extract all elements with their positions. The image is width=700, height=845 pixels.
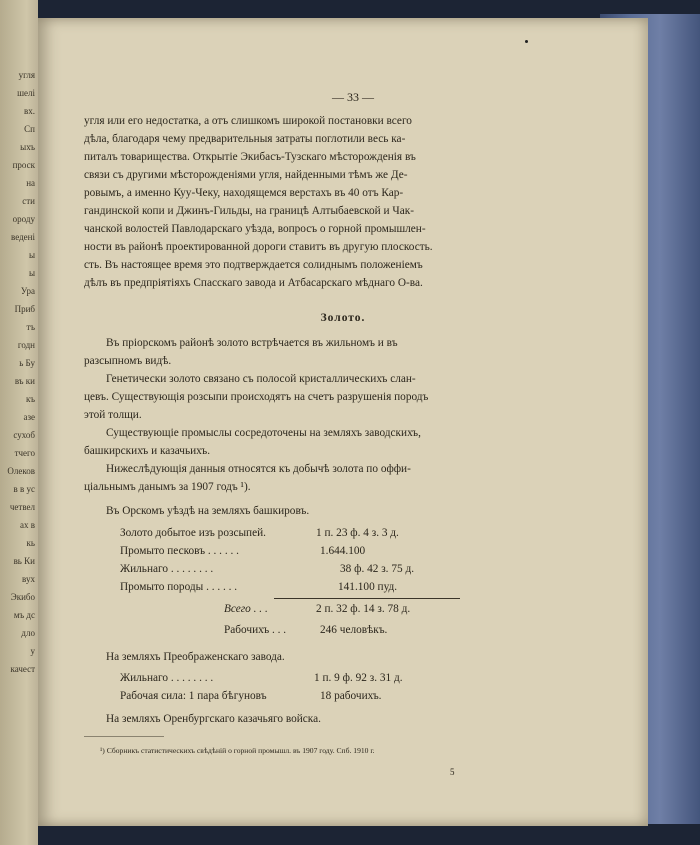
- previous-page-fragment: Олеков: [7, 466, 35, 476]
- text-line: ціальнымъ данымъ за 1907 годъ ¹).: [84, 481, 251, 493]
- previous-page-fragment: въ ки: [14, 376, 35, 386]
- table-row-label: Промыто породы . . . . . .: [120, 581, 238, 593]
- previous-page-fragment: ы: [28, 250, 35, 260]
- previous-page-fragment: тъ: [26, 322, 35, 332]
- previous-page-fragment: Ура: [20, 286, 35, 296]
- text-line: гандинской копи и Джинъ-Гильды, на границѣ Алтыбаевской и Чак-: [84, 205, 415, 217]
- text-line: сть. Въ настоящее время это подтверждается солиднымъ положеніемъ: [84, 259, 423, 271]
- previous-page-fragment: ороду: [12, 214, 35, 224]
- ink-speck: [525, 40, 528, 43]
- previous-page-fragment: Приб: [14, 304, 35, 314]
- previous-page-fragment: проск: [12, 160, 35, 170]
- previous-page-fragment: дло: [21, 628, 35, 638]
- table-row-label: Золото добытое изъ розсыпей.: [120, 527, 266, 539]
- section-heading: Золото.: [320, 312, 366, 324]
- text-line: дѣла, благодаря чему предварительныя затраты поглотили весь ка-: [84, 133, 406, 145]
- text-line: чанской волостей Павлодарскаго уѣзда, вопросъ о горной промышлен-: [84, 223, 426, 235]
- sum-rule: [274, 598, 460, 599]
- text-line: башкирскихъ и казачьихъ.: [84, 445, 211, 457]
- table-row-label: Жильнаго . . . . . . . .: [120, 672, 214, 684]
- text-line: связи съ другими мѣсторожденіями угля, найденными тѣмъ же Де-: [84, 169, 408, 181]
- previous-page-fragment: сти: [22, 196, 35, 206]
- text-line: угля или его недостатка, а отъ слишкомъ широкой постановки всего: [84, 115, 412, 127]
- text-line: ности въ районѣ проектированной дороги ставитъ въ другую плоскость.: [84, 241, 433, 253]
- table-row-value: 38 ф. 42 з. 75 д.: [340, 563, 415, 575]
- previous-page-fragment: сухоб: [13, 430, 35, 440]
- previous-page-fragment: вх.: [24, 106, 35, 116]
- previous-page-fragment: угля: [18, 70, 35, 80]
- text-line: питалъ товарищества. Открытіе Экибасъ-Тузскаго мѣсторожденія въ: [84, 151, 416, 163]
- previous-page-fragment: на: [26, 178, 35, 188]
- previous-page-fragment: мъ дс: [13, 610, 35, 620]
- table-title: Въ Орскомъ уѣздѣ на земляхъ башкировъ.: [106, 505, 310, 517]
- text-line: Въ пріорскомъ районѣ золото встрѣчается въ жильномъ и въ: [106, 337, 398, 349]
- printer-signature: 5: [450, 767, 455, 777]
- previous-page-fragment: ь Бу: [19, 358, 35, 368]
- previous-page-fragment: Экибо: [10, 592, 35, 602]
- text-line: этой толщи.: [84, 409, 142, 421]
- previous-page-fragment: у: [30, 646, 35, 656]
- previous-page-fragment: ыхъ: [20, 142, 35, 152]
- previous-page-fragment: ах в: [20, 520, 35, 530]
- table-row-value: 18 рабочихъ.: [320, 690, 382, 702]
- text-line: дѣлъ въ предпріятіяхъ Спасскаго завода и Атбасарскаго мѣднаго О-ва.: [84, 277, 423, 289]
- text-line: Нижеслѣдующія данныя относятся къ добычѣ золота по оффи-: [106, 463, 411, 475]
- table-title: На земляхъ Преображенскаго завода.: [106, 651, 285, 663]
- text-line: цевъ. Существующія розсыпи происходятъ на счетъ разрушенія породъ: [84, 391, 429, 403]
- previous-page-fragment: кь: [26, 538, 35, 548]
- table-row-label: Рабочая сила: 1 пара бѣгуновъ: [120, 690, 267, 702]
- previous-page-fragment: ведені: [11, 232, 35, 242]
- previous-page-fragment: в в ус: [13, 484, 35, 494]
- previous-page-fragment: годн: [17, 340, 35, 350]
- previous-page-fragment: шелі: [17, 88, 35, 98]
- previous-page-fragment: Сп: [24, 124, 35, 134]
- previous-page-fragment: ы: [28, 268, 35, 278]
- table-row-value: 141.100 пуд.: [338, 581, 398, 593]
- previous-page-fragment: качест: [10, 664, 35, 674]
- table-row-value: 1 п. 23 ф. 4 з. 3 д.: [316, 527, 399, 539]
- footnote-rule: [84, 736, 164, 737]
- text-line: Генетически золото связано съ полосой кристаллическихъ слан-: [106, 373, 416, 385]
- previous-page-fragment: къ: [25, 394, 35, 404]
- table-row-label: Жильнаго . . . . . . . .: [120, 563, 214, 575]
- previous-page-fragment: азе: [23, 412, 35, 422]
- previous-page-fragment: четвел: [9, 502, 35, 512]
- table-row-value: 1 п. 9 ф. 92 з. 31 д.: [314, 672, 403, 684]
- table-row-label: Промыто песковъ . . . . . .: [120, 545, 239, 557]
- previous-page-strip: [0, 0, 38, 845]
- footnote: ¹) Сборникъ статистическихъ свѣдѣній о горной промышл. въ 1907 году. Спб. 1910 г.: [100, 746, 375, 755]
- page-number: — 33 —: [332, 90, 374, 104]
- text-line: Существующіе промыслы сосредоточены на земляхъ заводскихъ,: [106, 427, 421, 439]
- total-label: Всего . . .: [224, 603, 268, 615]
- table-row-value: 1.644.100: [320, 545, 366, 557]
- workers-label: Рабочихъ . . .: [224, 624, 287, 636]
- previous-page-fragment: вух: [22, 574, 35, 584]
- workers-value: 246 человѣкъ.: [320, 624, 388, 636]
- orenburg-title: На земляхъ Оренбургскаго казачьяго войска.: [106, 713, 321, 725]
- previous-page-fragment: вь Ки: [13, 556, 35, 566]
- text-line: ровымъ, а именно Куу-Чеку, находящемся верстахъ въ 40 отъ Кар-: [84, 187, 404, 199]
- total-value: 2 п. 32 ф. 14 з. 78 д.: [316, 603, 411, 615]
- text-line: разсыпномъ видѣ.: [84, 355, 172, 367]
- previous-page-fragment: тчего: [14, 448, 35, 458]
- book-page: [38, 18, 648, 826]
